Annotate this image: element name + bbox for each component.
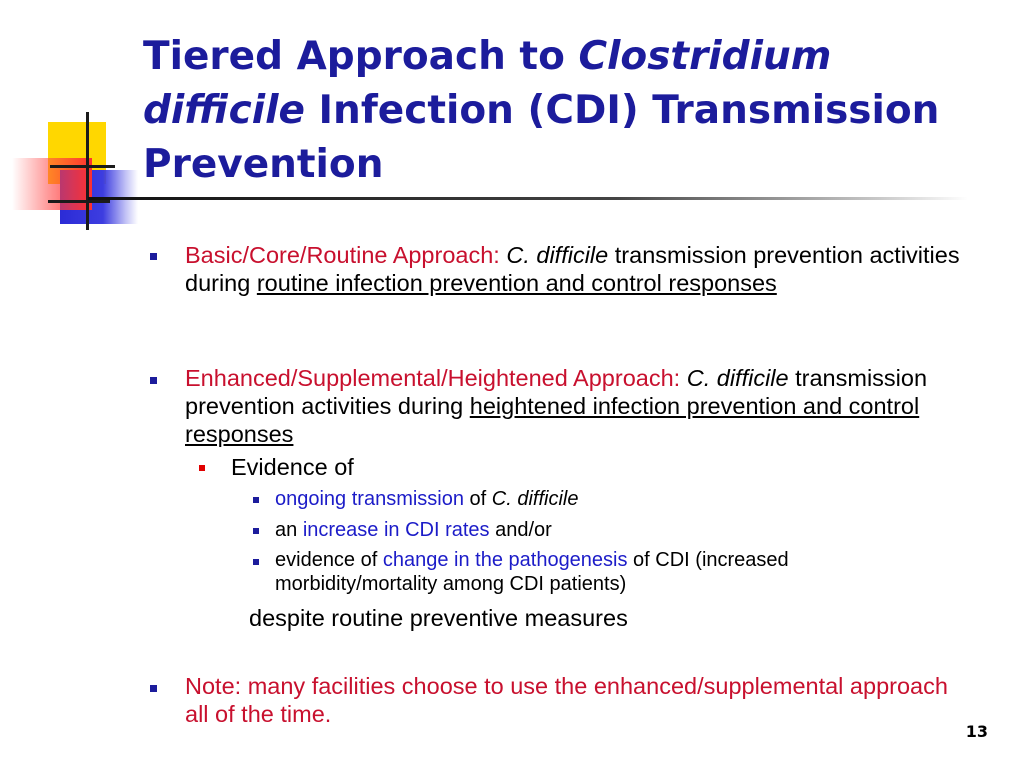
square-bullet-icon xyxy=(150,377,157,384)
logo-vertical-line xyxy=(86,112,89,230)
evidence-highlight: increase in CDI rates xyxy=(302,519,490,541)
evidence-post: of xyxy=(464,488,492,510)
evidence-highlight: change in the pathogenesis xyxy=(382,549,628,571)
page-number: 13 xyxy=(965,722,988,741)
evidence-item-text xyxy=(275,487,975,511)
slide-title xyxy=(143,30,973,192)
underlined-phrase: heightened infection prevention and control responses xyxy=(185,393,920,447)
title-text-1: Tiered Approach to xyxy=(143,34,579,79)
organism-name: C. difficile xyxy=(491,488,579,510)
square-bullet-icon xyxy=(253,528,259,534)
evidence-pre: an xyxy=(275,519,303,541)
bullet-body-text: transmission prevention activities during xyxy=(185,365,928,419)
title-text-2: Infection (CDI) Transmission Prevention xyxy=(143,88,940,187)
approach-label: Enhanced/Supplemental/Heightened Approach: xyxy=(185,365,681,391)
logo-horizontal-line-2 xyxy=(48,200,110,203)
evidence-item-text xyxy=(275,518,975,542)
underlined-phrase: routine infection prevention and control responses xyxy=(256,270,777,296)
evidence-pre: evidence of xyxy=(275,549,383,571)
title-underline-rule xyxy=(88,197,968,200)
organism-name: C. difficile xyxy=(506,242,609,268)
logo-horizontal-line xyxy=(50,165,115,168)
title-organism: Clostridium difficile xyxy=(143,34,832,133)
evidence-post: and/or xyxy=(489,519,552,541)
evidence-heading: Evidence of xyxy=(231,454,354,480)
square-bullet-icon xyxy=(150,685,157,692)
organism-name: C. difficile xyxy=(686,365,789,391)
evidence-item-text xyxy=(275,548,955,596)
square-bullet-icon xyxy=(253,497,259,503)
note-text: Note: many facilities choose to use the enhanced/supplemental approach all of the time. xyxy=(185,673,948,727)
square-bullet-icon xyxy=(199,465,205,471)
evidence-highlight: ongoing transmission xyxy=(275,488,464,510)
evidence-post: of CDI (increased morbidity/mortality among CDI patients) xyxy=(275,549,789,595)
approach-label: Basic/Core/Routine Approach: xyxy=(185,242,500,268)
bullet-body-text: transmission prevention activities during xyxy=(185,242,960,296)
evidence-trailer: despite routine preventive measures xyxy=(249,605,628,631)
bullet-enhanced-text xyxy=(185,364,975,448)
bullet-basic-text xyxy=(185,241,975,297)
square-bullet-icon xyxy=(253,559,259,565)
square-bullet-icon xyxy=(150,253,157,260)
